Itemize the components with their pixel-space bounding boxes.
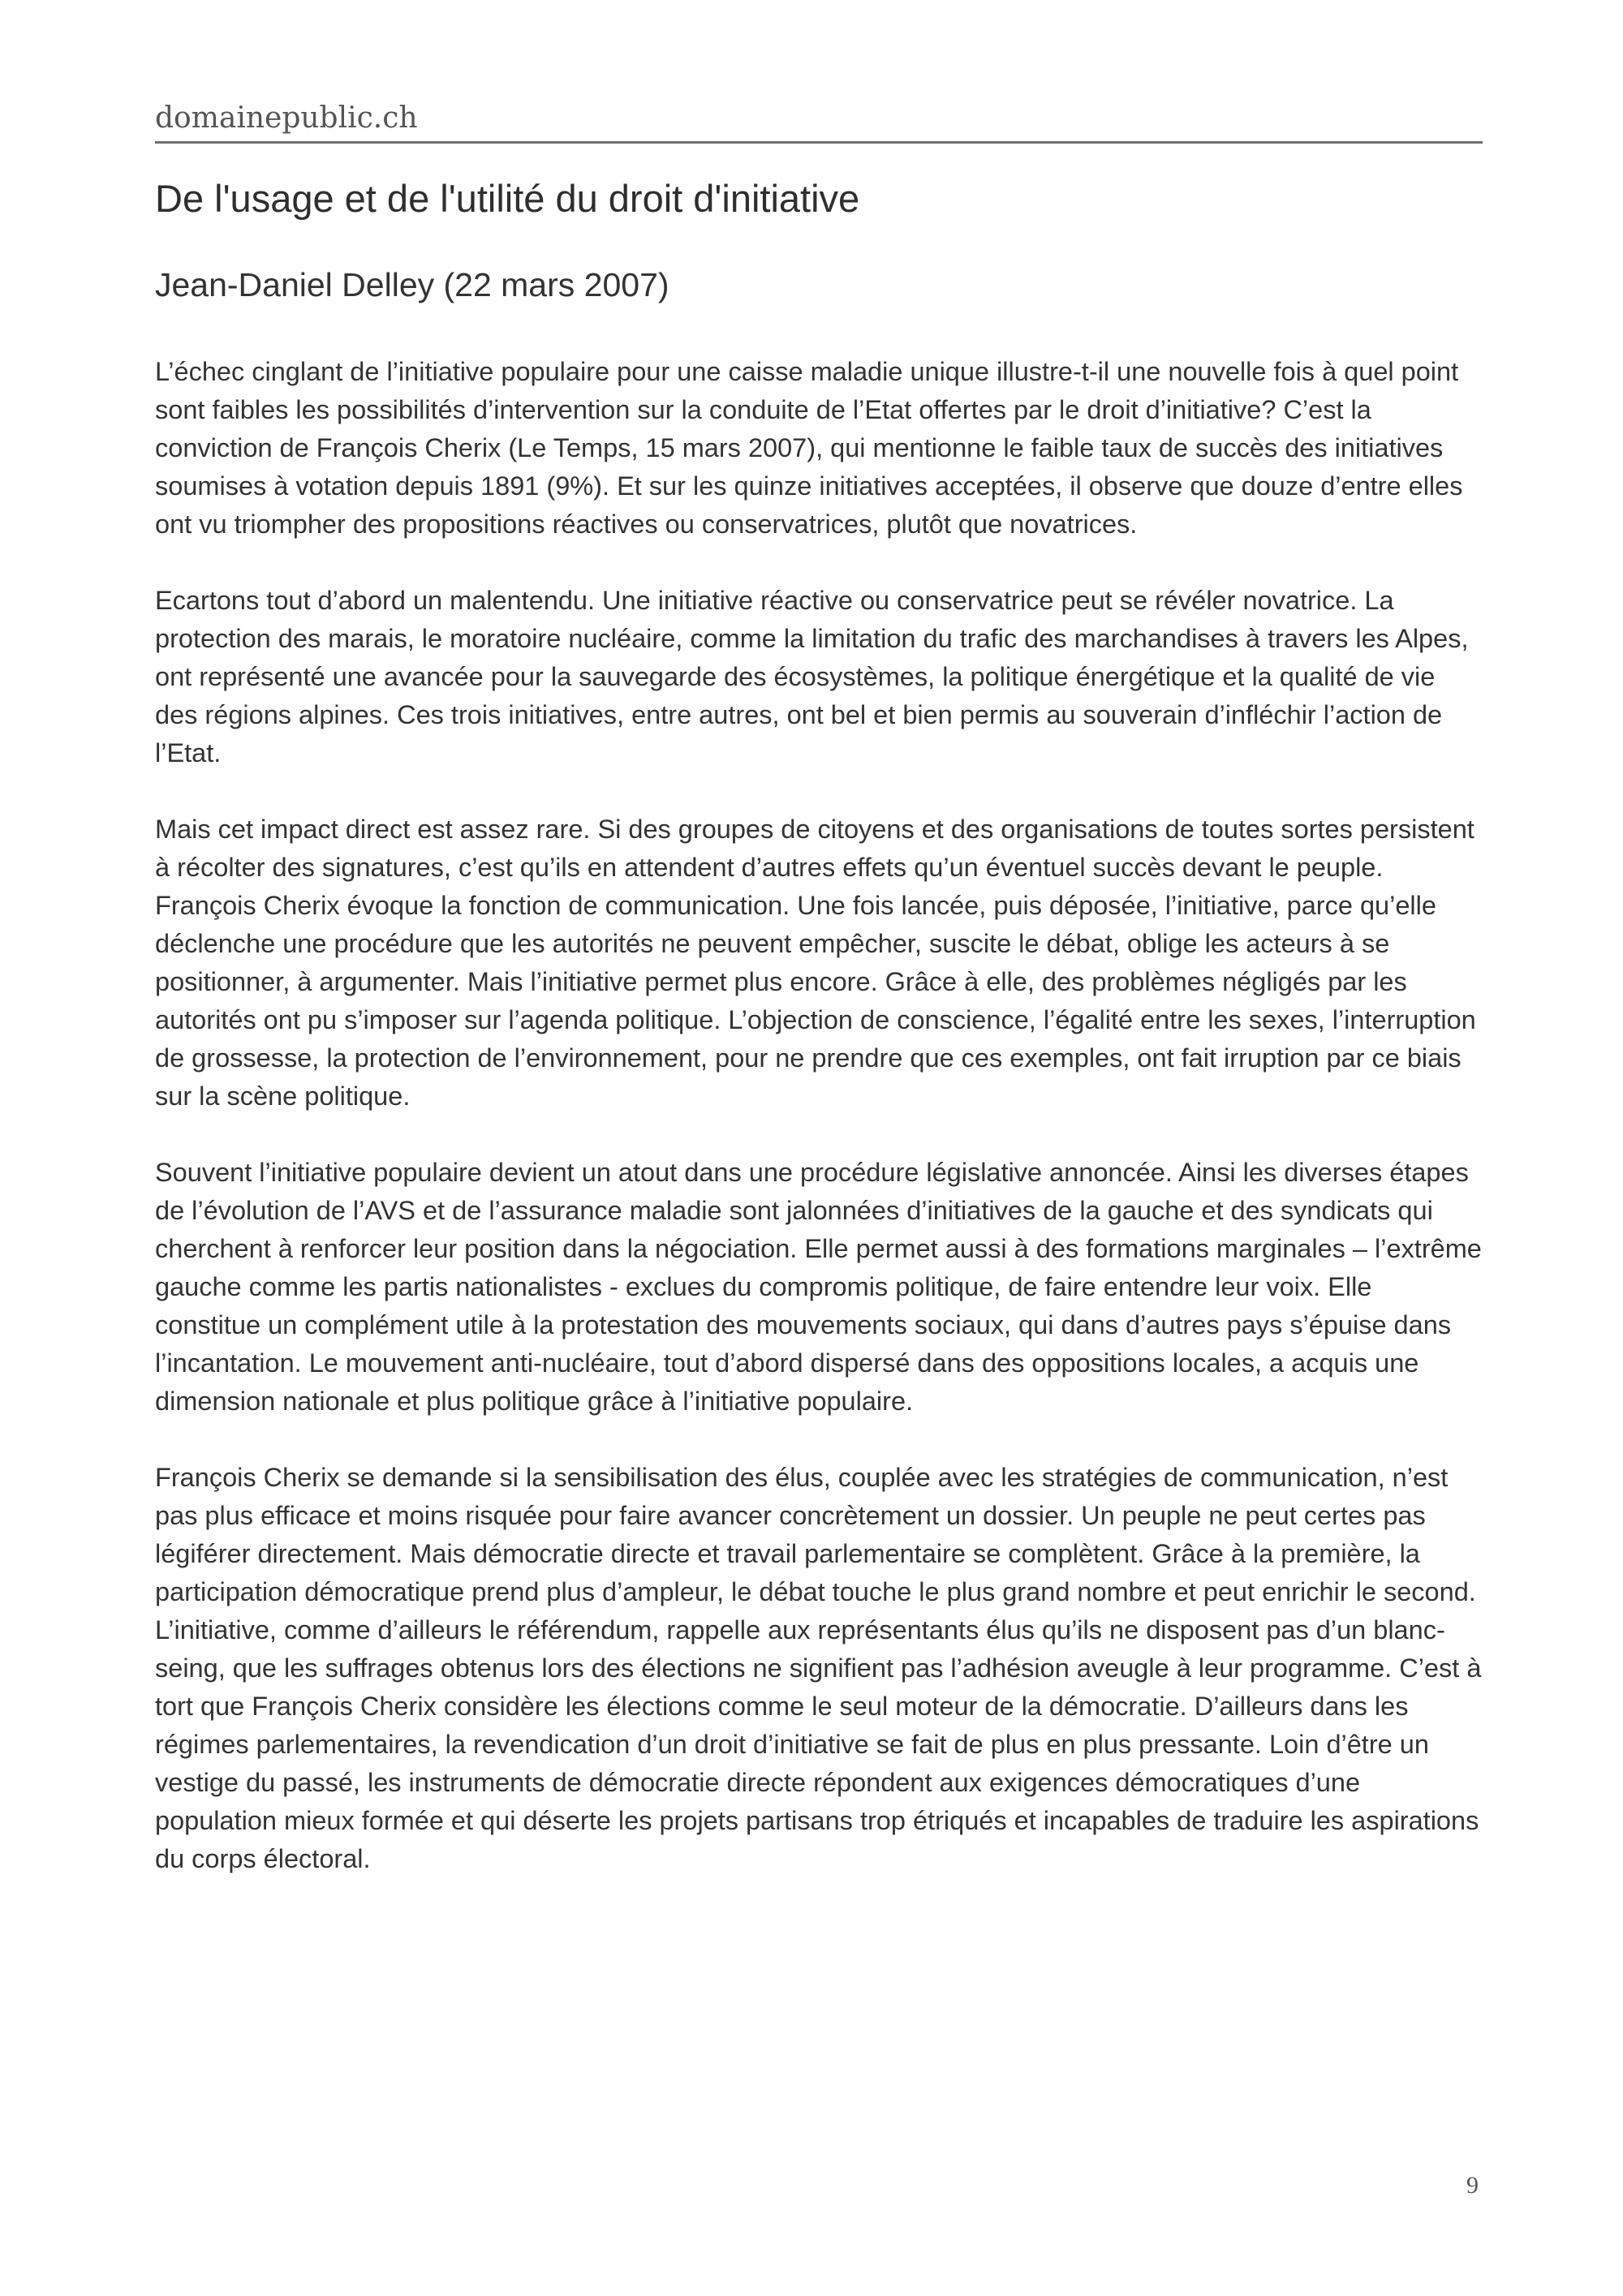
page-number: 9: [1466, 2172, 1479, 2199]
site-header: [155, 101, 1483, 144]
article-title: De l'usage et de l'utilité du droit d'initiative: [155, 177, 860, 220]
paragraph-2: Ecartons tout d’abord un malentendu. Une initiative réactive ou conservatrice peut se révéler novatrice. La protection des marais, le moratoire nucléaire, comme la limitation du trafic des marchandises à travers les Alpes, ont représenté une avancée pour la sauvegarde des écosystèmes, la politique énergétique et la qualité de vie des régions alpines. Ces trois initiatives, entre autres, ont bel et bien permis au souverain d’infléchir l’action de l’Etat.: [155, 586, 1469, 767]
paragraph-6: François Cherix se demande si la sensibilisation des élus, couplée avec les stratégies de communication, n’est pas plus efficace et moins risquée pour faire avancer concrètement un dossier. Un peuple ne peut certes pas légiférer directement. Mais démocratie directe et travail parlementaire se complètent. Grâce à la première, la participation démocratique prend plus d’ampleur, le débat touche le plus grand nombre et peut enrichir le second. L’initiative, comme d’ailleurs le référendum, rappelle aux représentants élus qu’ils ne disposent pas d’un blanc-seing, que les suffrages obtenus lors des élections ne signifient pas l’adhésion aveugle à leur programme. C’est à tort que François Cherix considère les élections comme le seul moteur de la démocratie. D’ailleurs dans les régimes parlementaires, la revendication d’un droit d’initiative se fait de plus en plus pressante. Loin d’être un vestige du passé, les instruments de démocratie directe répondent aux exigences démocratiques d’une population mieux formée et qui déserte les projets partisans trop étriqués et incapables de traduire les aspirations du corps électoral.: [155, 1463, 1482, 1873]
paragraph-4: François Cherix évoque la fonction de communication. Une fois lancée, puis déposée, l’initiative, parce qu’elle déclenche une procédure que les autorités ne peuvent empêcher, suscite le débat, oblige les acteurs à se positionner, à argumenter. Mais l’initiative permet plus encore. Grâce à elle, des problèmes négligés par les autorités ont pu s’imposer sur l’agenda politique. L’objection de conscience, l’égalité entre les sexes, l’interruption de grossesse, la protection de l’environnement, pour ne prendre que ces exemples, ont fait irruption par ce biais sur la scène politique.: [155, 891, 1476, 1111]
paragraph-3: Mais cet impact direct est assez rare. Si des groupes de citoyens et des organisations de toutes sortes persistent à récolter des signatures, c’est qu’ils en attendent d’autres effets qu’un éventuel succès devant le peuple.: [155, 815, 1474, 882]
paragraph-5: Souvent l’initiative populaire devient un atout dans une procédure législative annoncée. Ainsi les diverses étapes de l’évolution de l’AVS et de l’assurance maladie sont jalonnées d’initiatives de la gauche et des syndicats qui cherchent à renforcer leur position dans la négociation. Elle permet aussi à des formations marginales – l’extrême gauche comme les partis nationalistes - exclues du compromis politique, de faire entendre leur voix. Elle constitue un complément utile à la protestation des mouvements sociaux, qui dans d’autres pays s’épuise dans l’incantation. Le mouvement anti-nucléaire, tout d’abord dispersé dans des oppositions locales, a acquis une dimension nationale et plus politique grâce à l’initiative populaire.: [155, 1158, 1482, 1416]
article-body: [155, 353, 1483, 1878]
article: [155, 174, 1483, 1878]
paragraph-1: L’échec cinglant de l’initiative populaire pour une caisse maladie unique illustre-t-il une nouvelle fois à quel point sont faibles les possibilités d’intervention sur la conduite de l’Etat offertes par le droit d’initiative? C’est la conviction de François Cherix (Le Temps, 15 mars 2007), qui mentionne le faible taux de succès des initiatives soumises à votation depuis 1891 (9%). Et sur les quinze initiatives acceptées, il observe que douze d’entre elles ont vu triompher des propositions réactives ou conservatrices, plutôt que novatrices.: [155, 357, 1463, 539]
article-byline: Jean-Daniel Delley (22 mars 2007): [155, 266, 669, 303]
site-name: domainepublic.ch: [155, 101, 418, 135]
